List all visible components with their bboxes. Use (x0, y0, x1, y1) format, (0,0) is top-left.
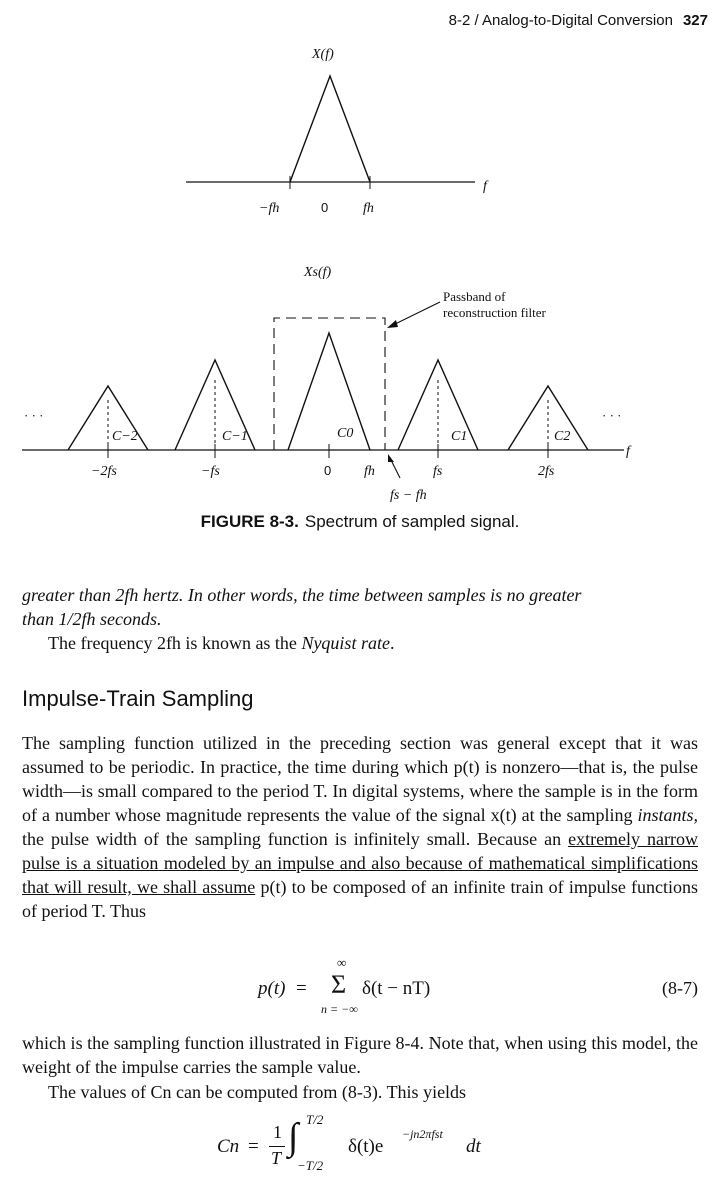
eq2-lhs: Cn (217, 1136, 240, 1157)
p2-part2: the pulse width of the sampling function is infinitely small. Because an (22, 829, 569, 849)
eq2-integral: ∫ (288, 1116, 299, 1158)
sampled-spectrum-plot (22, 265, 632, 503)
coef-c0: C0 (337, 426, 354, 441)
header-section: 8-2 / Analog-to-Digital Conversion (448, 12, 673, 29)
tick-fh: fh (364, 464, 375, 479)
p2-part1: The sampling function utilized in the preceding section was general except that it was assumed to be periodic. In practice, the time during which p(t) is nonzero—that is, the pulse width—is small compared to the period T. In digital systems, where the sample is in the form of a number whose magnitude represents the value of the signal x(t) at the sampling (22, 733, 698, 825)
eq2-fraction-bar (269, 1146, 285, 1147)
top-triangle (290, 76, 370, 182)
eq1-sum-lower: n = −∞ (321, 1002, 358, 1016)
passband-arrowhead (387, 320, 398, 328)
caption-text: Spectrum of sampled signal. (304, 512, 520, 531)
paragraph-2 (22, 731, 698, 923)
p2-instants: instants, (637, 805, 698, 825)
nyquist-term: Nyquist rate (301, 633, 390, 653)
section-title: Impulse-Train Sampling (22, 686, 254, 711)
passband-label-2: reconstruction filter (443, 305, 546, 320)
eq1-rhs: δ(t − nT) (362, 978, 431, 999)
eq2-lower: −T/2 (297, 1158, 324, 1173)
eq1-sum-upper: ∞ (337, 955, 347, 970)
coef-c1: C1 (451, 429, 468, 444)
eq2-denominator: T (271, 1148, 282, 1168)
filter-passband (274, 318, 385, 450)
fs-minus-fh-label: fs − fh (390, 488, 427, 503)
paragraph-1-line-2: than 1/2fh seconds. (22, 609, 162, 629)
eq2-exponent: −jn2πfst (402, 1127, 443, 1141)
caption-label: FIGURE 8-3. (200, 512, 299, 531)
tick-zero: 0 (324, 463, 332, 478)
tick-fs: fs (433, 464, 443, 479)
p2-underlined: extremely narrow pulse is a situation modeled by an impulse and also because of mathematical simplifications that will result, we shall assume (22, 829, 698, 897)
paragraph-1-line-1: greater than 2fh hertz. In other words, the time between samples is no greater (22, 585, 582, 605)
top-tick-label-zero: 0 (321, 200, 329, 215)
passband-label-1: Passband of (443, 289, 506, 304)
eq1-equals: = (296, 978, 307, 999)
top-y-label: X(f) (312, 47, 334, 62)
bottom-y-label: Xs(f) (304, 265, 332, 280)
eq1-number: (8-7) (662, 978, 698, 998)
triangle-c0 (288, 333, 370, 450)
eq1-lhs: p(t) (258, 978, 286, 999)
ellipsis-left: · · · (24, 408, 44, 423)
page-number: 327 (682, 12, 708, 29)
paragraph-3: which is the sampling function illustrated in Figure 8-4. Note that, when using this model, the weight of the impulse carries the sample value. (22, 1033, 698, 1077)
paragraph-1-line-3 (22, 631, 698, 655)
eq2-equals: = (248, 1136, 259, 1157)
bottom-x-label: f (626, 444, 630, 459)
coef-c2: C2 (554, 429, 571, 444)
top-x-label: f (483, 179, 487, 194)
top-spectrum-plot (186, 47, 489, 216)
paragraph-4: The values of Cn can be computed from (8-3). This yields (48, 1082, 467, 1102)
top-tick-label-neg-fh: −fh (259, 201, 280, 216)
coef-c-minus-2: C−2 (112, 429, 138, 444)
eq2-numerator: 1 (273, 1122, 282, 1142)
eq2-integrand: δ(t)e (348, 1136, 384, 1157)
eq1-sum: Σ (331, 970, 347, 999)
nyquist-period: . (389, 633, 395, 653)
top-tick-label-fh: fh (363, 201, 374, 216)
ellipsis-right: · · · (602, 408, 622, 423)
fs-minus-fh-arrowhead (388, 454, 394, 462)
nyquist-sentence: The frequency 2fh is known as the (48, 633, 302, 653)
figure-8-3 (0, 0, 720, 512)
p2-part3: p(t) to be composed of an infinite train of impulse functions of period T. Thus (22, 877, 698, 921)
eq2-upper: T/2 (306, 1112, 324, 1127)
tick-2fs: 2fs (538, 464, 555, 479)
tick-neg-2fs: −2fs (91, 464, 117, 479)
eq2-dt: dt (466, 1136, 481, 1157)
figure-caption (0, 512, 720, 532)
tick-neg-fs: −fs (201, 464, 220, 479)
coef-c-minus-1: C−1 (222, 429, 248, 444)
